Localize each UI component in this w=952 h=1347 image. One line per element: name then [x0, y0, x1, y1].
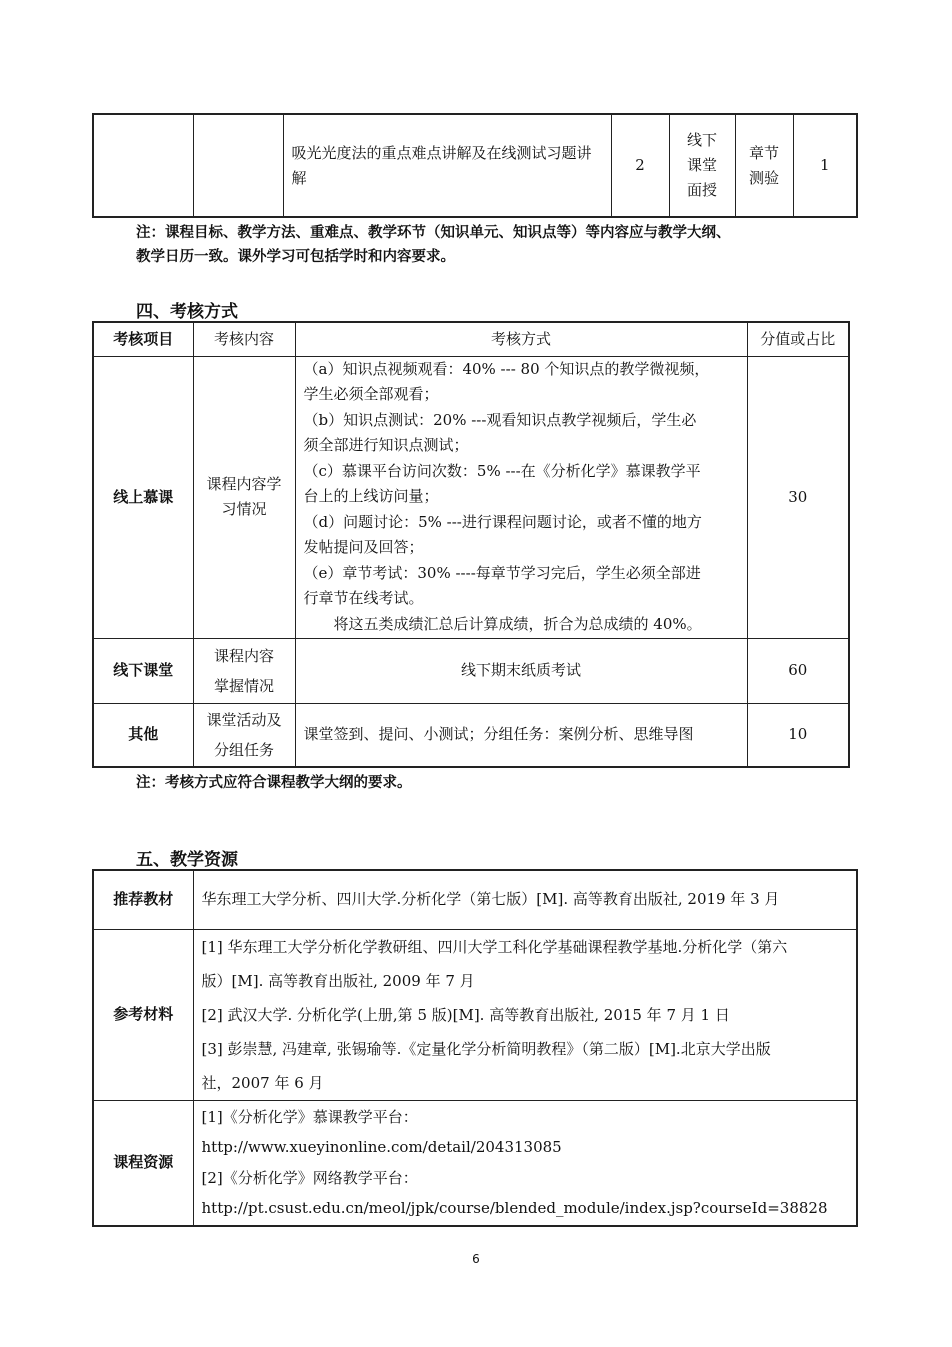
table-row — [93, 638, 849, 703]
assessment-content: 课程内容学 习情况 — [193, 356, 295, 638]
assessment-method: 线下期末纸质考试 — [295, 638, 747, 703]
reference-list: [1] 华东理工大学分析化学教研组、四川大学工科化学基础课程教学基地.分析化学（第六 版）[M]. 高等教育出版社, 2009 年 7 月 [2] 武汉大学. 分析化学(上册,第 5 版)[M]. 高等教育出版社, 2015 年 7 月 1 日 [3] 彭崇慧, 冯建章, 张锡瑜等.《定量化学分析简明教程》（第二版）[M].北京大学出版 社，2007 年 6 月 — [193, 929, 857, 1100]
table-row — [93, 356, 849, 638]
empty-cell — [193, 114, 283, 217]
schedule-activity: 章节 测验 — [735, 114, 793, 217]
textbook-label: 推荐教材 — [93, 870, 193, 929]
note-2: 注：考核方式应符合课程教学大纲的要求。 — [136, 775, 412, 791]
resources-table — [92, 869, 858, 1227]
header-item: 考核项目 — [93, 322, 193, 356]
header-method: 考核方式 — [295, 322, 747, 356]
note-1: 注：课程目标、教学方法、重难点、教学环节（知识单元、知识点等）等内容应与教学大纲、 教学日历一致。课外学习可包括学时和内容要求。 — [136, 225, 731, 265]
assessment-heading: 四、考核方式 — [136, 302, 238, 322]
table-row — [93, 1100, 857, 1226]
table-row — [93, 703, 849, 767]
assessment-method: 课堂签到、提问、小测试；分组任务：案例分析、思维导图 — [295, 703, 747, 767]
assessment-score: 10 — [747, 703, 849, 767]
schedule-count: 1 — [793, 114, 857, 217]
header-score: 分值或占比 — [747, 322, 849, 356]
schedule-table — [92, 113, 858, 218]
table-row — [93, 929, 857, 1100]
schedule-hours: 2 — [611, 114, 669, 217]
table-header-row — [93, 322, 849, 356]
header-content: 考核内容 — [193, 322, 295, 356]
assessment-score: 30 — [747, 356, 849, 638]
empty-cell — [93, 114, 193, 217]
assessment-item: 线下课堂 — [93, 638, 193, 703]
resources-heading: 五、教学资源 — [136, 850, 238, 870]
assessment-item: 其他 — [93, 703, 193, 767]
course-resource-list: [1]《分析化学》慕课教学平台： http://www.xueyinonline.com/detail/204313085 [2]《分析化学》网络教学平台： http://pt.csust.edu.cn/meol/jpk/course/blended_module/index.jsp?courseId=38828 — [193, 1100, 857, 1226]
assessment-content: 课堂活动及 分组任务 — [193, 703, 295, 767]
reference-label: 参考材料 — [93, 929, 193, 1100]
schedule-content: 吸光光度法的重点难点讲解及在线测试习题讲解 — [283, 114, 611, 217]
table-row — [93, 114, 857, 217]
assessment-method: （a）知识点视频观看：40% --- 80 个知识点的教学微视频， 学生必须全部观看； （b）知识点测试：20% ---观看知识点教学视频后，学生必 须全部进行知识点测试； （c）慕课平台访问次数：5% ---在《分析化学》慕课教学平 台上的上线访问量； （d）问题讨论：5% ---进行课程问题讨论，或者不懂的地方 发帖提问及回答； （e）章节考试：30% ----每章节学习完后，学生必须全部进 行章节在线考试。 将这五类成绩汇总后计算成绩，折合为总成绩的 40%。 — [295, 356, 747, 638]
page-number: 6 — [472, 1252, 480, 1266]
assessment-content: 课程内容 掌握情况 — [193, 638, 295, 703]
assessment-table — [92, 321, 850, 768]
assessment-score: 60 — [747, 638, 849, 703]
schedule-mode: 线下 课堂 面授 — [669, 114, 735, 217]
assessment-item: 线上慕课 — [93, 356, 193, 638]
course-resource-label: 课程资源 — [93, 1100, 193, 1226]
textbook-value: 华东理工大学分析、四川大学.分析化学（第七版）[M]. 高等教育出版社, 2019 年 3 月 — [193, 870, 857, 929]
table-row — [93, 870, 857, 929]
